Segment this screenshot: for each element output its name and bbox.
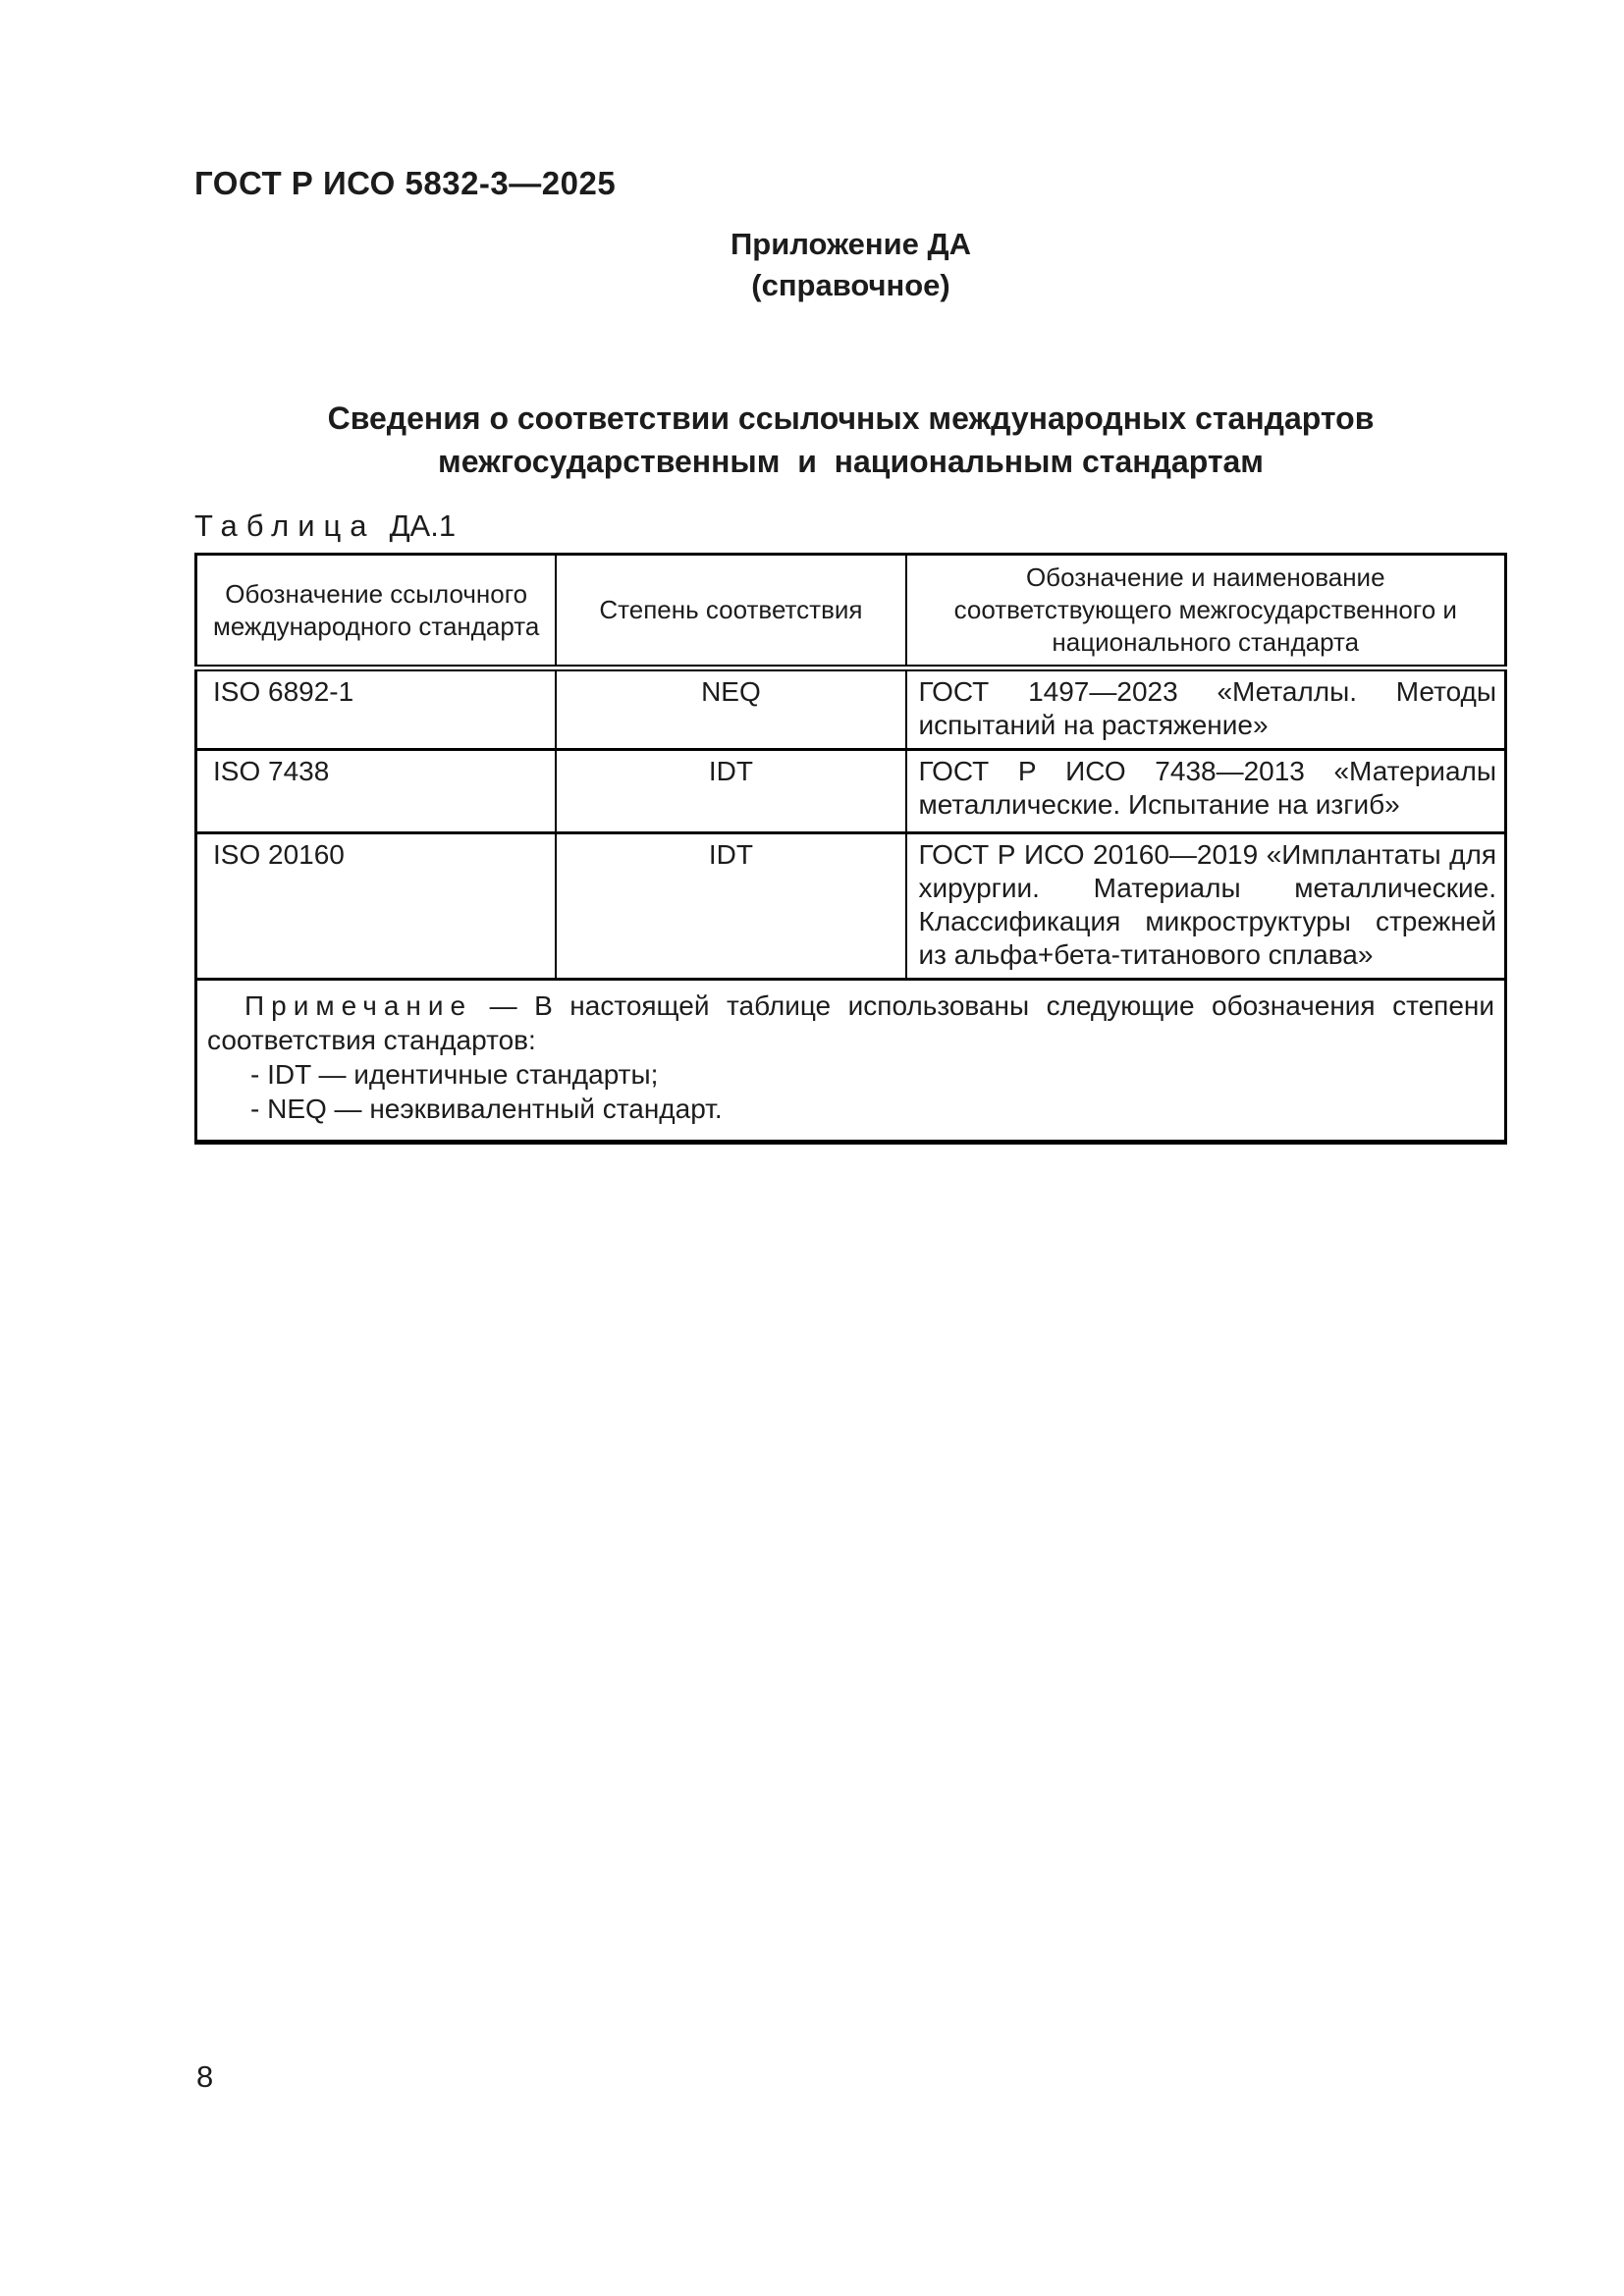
cell-iso-designation: ISO 20160 bbox=[196, 833, 557, 980]
table-header bbox=[196, 555, 1506, 668]
table-row bbox=[196, 750, 1506, 833]
cell-gost-designation: ГОСТ Р ИСО 20160—2019 «Имплантаты для хирургии. Материалы металлические. Классификация микроструктуры стрежней из альфа+бета-титанового сплава» bbox=[906, 833, 1506, 980]
note-label: Примечание bbox=[244, 990, 473, 1021]
col-header-degree: Степень соответствия bbox=[556, 555, 905, 668]
cell-degree: IDT bbox=[556, 833, 905, 980]
table-row bbox=[196, 668, 1506, 750]
section-title-line1: Сведения о соответствии ссылочных международных стандартов bbox=[327, 400, 1375, 436]
col-header-national-standard: Обозначение и наименование соответствующего межгосударственного и национального стандарта bbox=[906, 555, 1506, 668]
appendix-title: Приложение ДА bbox=[730, 227, 971, 261]
section-title-line2: межгосударственным и национальным стандартам bbox=[438, 444, 1264, 479]
section-title bbox=[194, 397, 1507, 483]
page-number: 8 bbox=[196, 2059, 214, 2094]
correspondence-table bbox=[194, 553, 1507, 1145]
note-item-idt: - IDT — идентичные стандарты; bbox=[250, 1059, 659, 1090]
appendix-heading bbox=[194, 224, 1507, 306]
table-row bbox=[196, 833, 1506, 980]
note-paragraph bbox=[207, 988, 1494, 1057]
note-item-neq: - NEQ — неэквивалентный стандарт. bbox=[250, 1094, 723, 1124]
cell-gost-designation: ГОСТ 1497—2023 «Металлы. Методы испытаний на растяжение» bbox=[906, 668, 1506, 750]
appendix-subtitle: (справочное) bbox=[751, 268, 950, 302]
cell-degree: NEQ bbox=[556, 668, 905, 750]
document-code-header: ГОСТ Р ИСО 5832-3—2025 bbox=[194, 165, 617, 201]
cell-iso-designation: ISO 7438 bbox=[196, 750, 557, 833]
cell-gost-designation: ГОСТ Р ИСО 7438—2013 «Материалы металлические. Испытание на изгиб» bbox=[906, 750, 1506, 833]
col-header-international-standard: Обозначение ссылочного международного стандарта bbox=[196, 555, 557, 668]
table-caption bbox=[194, 508, 456, 544]
table-caption-label: Таблица bbox=[194, 508, 376, 543]
note-text: — В настоящей таблице использованы следующие обозначения степени соответствия стандартов: bbox=[207, 990, 1495, 1055]
table-note bbox=[196, 980, 1506, 1143]
table-header-row bbox=[196, 555, 1506, 668]
cell-iso-designation: ISO 6892-1 bbox=[196, 668, 557, 750]
table-note-row bbox=[196, 980, 1506, 1143]
cell-degree: IDT bbox=[556, 750, 905, 833]
table-caption-number: ДА.1 bbox=[389, 508, 457, 543]
